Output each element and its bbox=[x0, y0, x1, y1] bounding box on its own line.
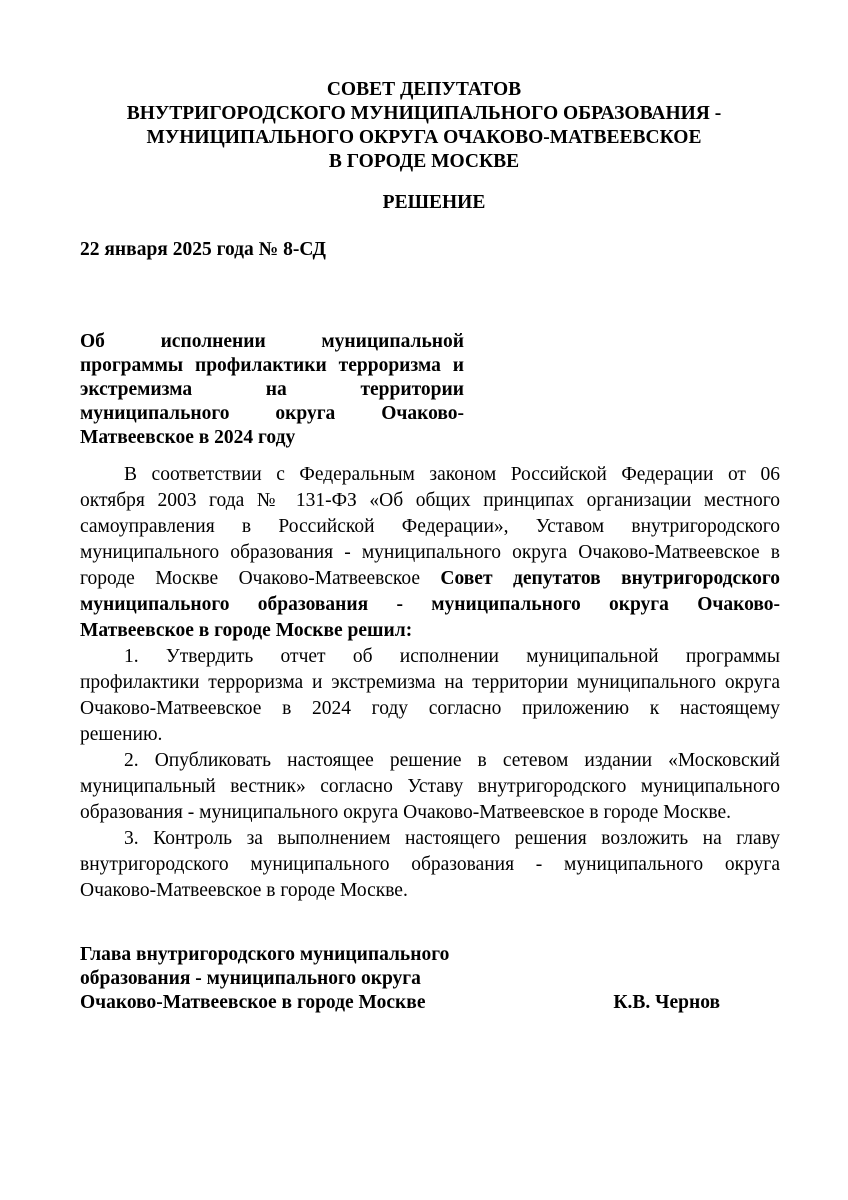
subject-line: Матвеевское в 2024 году bbox=[80, 427, 296, 448]
preamble-text-normal: городе Москве Очаково-Матвеевское bbox=[80, 568, 420, 589]
signature-position-line: Очаково-Матвеевское в городе Москве bbox=[80, 992, 426, 1013]
decision-title: РЕШЕНИЕ bbox=[382, 192, 486, 213]
item-line: 3. Контроль за выполнением настоящего решения возложить на главу bbox=[124, 828, 780, 849]
header-line: СОВЕТ ДЕПУТАТОВ bbox=[326, 79, 522, 100]
document-header bbox=[0, 78, 848, 174]
subject-line: экстремизма на территории bbox=[80, 379, 464, 400]
item-line: образования - муниципального округа Очаково-Матвеевское в городе Москве. bbox=[80, 802, 731, 823]
decision-item-3 bbox=[80, 826, 780, 904]
resolving-body-text: Совет депутатов внутригородского bbox=[440, 568, 780, 589]
item-line: 2. Опубликовать настоящее решение в сетевом издании «Московский bbox=[124, 750, 780, 771]
signature-block bbox=[80, 943, 720, 1015]
header-line: В ГОРОДЕ МОСКВЕ bbox=[328, 151, 520, 172]
header-line: ВНУТРИГОРОДСКОГО МУНИЦИПАЛЬНОГО ОБРАЗОВАНИЯ - bbox=[126, 103, 722, 124]
item-line: 1. Утвердить отчет об исполнении муниципальной программы bbox=[124, 646, 780, 667]
item-line: Очаково-Матвеевское в городе Москве. bbox=[80, 880, 408, 901]
preamble-line bbox=[80, 566, 780, 592]
resolving-body-line: Матвеевское в городе Москве решил: bbox=[80, 620, 413, 641]
signature-position-line: Глава внутригородского муниципального bbox=[80, 944, 450, 965]
preamble-line: октября 2003 года № 131-ФЗ «Об общих принципах организации местного bbox=[80, 490, 780, 511]
item-line: профилактики терроризма и экстремизма на территории муниципального округа bbox=[80, 672, 780, 693]
resolving-body-line: муниципального образования - муниципального округа Очаково- bbox=[80, 594, 780, 615]
subject-line: Об исполнении муниципальной bbox=[80, 331, 464, 352]
item-line: Очаково-Матвеевское в 2024 году согласно приложению к настоящему bbox=[80, 698, 780, 719]
preamble-paragraph bbox=[80, 462, 780, 644]
signature-position-line: образования - муниципального округа bbox=[80, 968, 421, 989]
document-date-number: 22 января 2025 года № 8-СД bbox=[80, 239, 326, 260]
item-line: решению. bbox=[80, 724, 163, 745]
decision-item-2 bbox=[80, 748, 780, 826]
preamble-line: муниципального образования - муниципального округа Очаково-Матвеевское в bbox=[80, 542, 780, 563]
preamble-line: В соответствии с Федеральным законом Российской Федерации от 06 bbox=[124, 464, 780, 485]
decision-body bbox=[80, 462, 780, 904]
header-line: МУНИЦИПАЛЬНОГО ОКРУГА ОЧАКОВО-МАТВЕЕВСКОЕ bbox=[146, 127, 702, 148]
preamble-line: самоуправления в Российской Федерации», Уставом внутригородского bbox=[80, 516, 780, 537]
subject-line: программы профилактики терроризма и bbox=[80, 355, 464, 376]
signer-name: К.В. Чернов bbox=[613, 992, 720, 1013]
decision-item-1 bbox=[80, 644, 780, 748]
item-line: внутригородского муниципального образования - муниципального округа bbox=[80, 854, 780, 875]
subject-line: муниципального округа Очаково- bbox=[80, 403, 464, 424]
decision-subject bbox=[80, 330, 464, 450]
item-line: муниципальный вестник» согласно Уставу внутригородского муниципального bbox=[80, 776, 780, 797]
